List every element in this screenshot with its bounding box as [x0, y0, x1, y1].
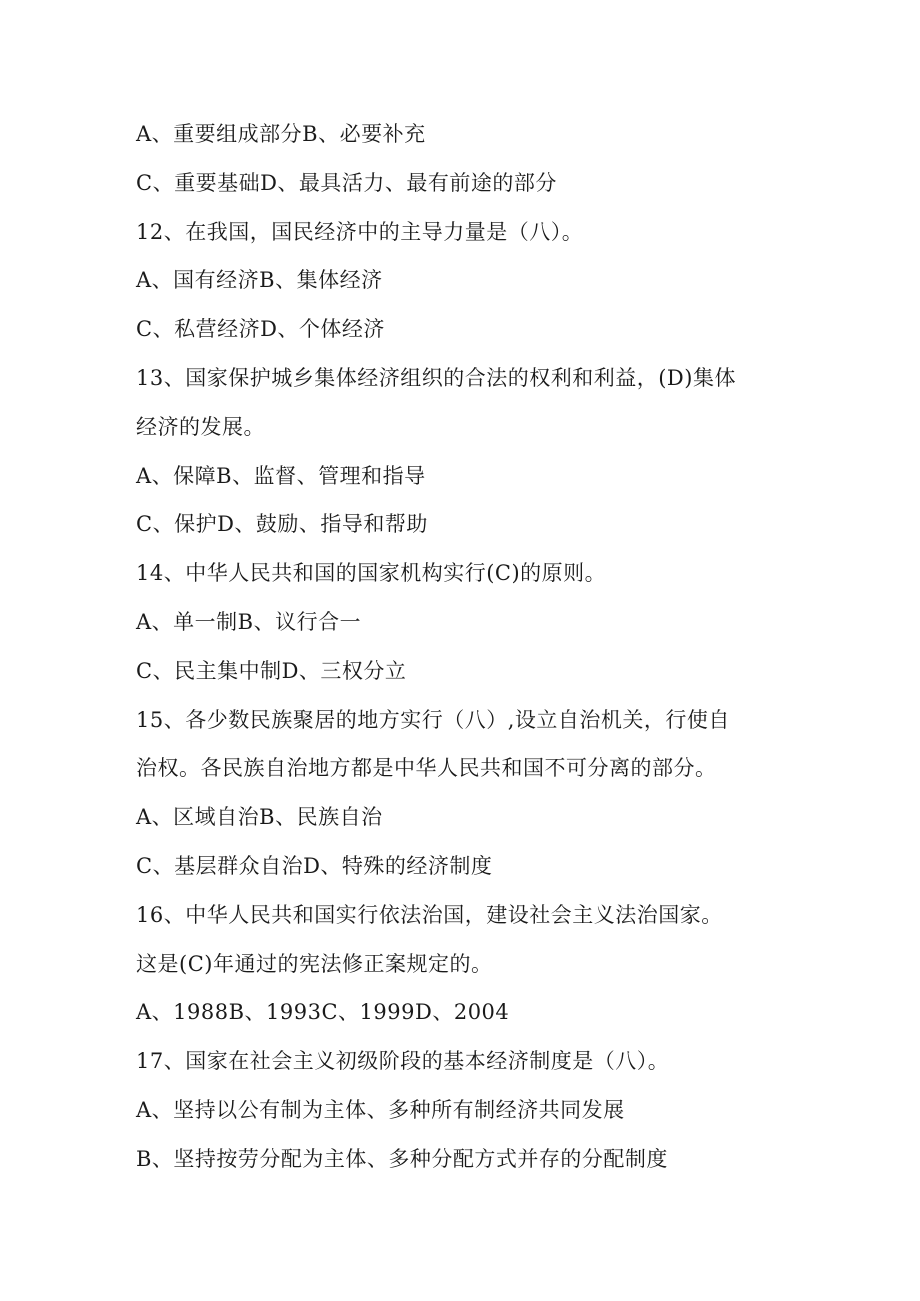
option-line-16-abcd: A、1988B、1993C、1999D、2004 [136, 1000, 510, 1025]
option-line-11-cd: C、重要基础D、最具活力、最有前途的部分 [136, 170, 557, 195]
document-body [136, 110, 786, 1184]
option-line-17-a: A、坚持以公有制为主体、多种所有制经济共同发展 [136, 1097, 625, 1122]
option-line-17-b: B、坚持按劳分配为主体、多种分配方式并存的分配制度 [136, 1146, 668, 1171]
question-12: 12、在我国，国民经济中的主导力量是（八）。 [136, 219, 584, 244]
question-16-part1: 16、中华人民共和国实行依法治国，建设社会主义法治国家。 [136, 902, 723, 927]
question-13-part1: 13、国家保护城乡集体经济组织的合法的权利和利益，(D)集体 [136, 365, 736, 390]
question-15-part1: 15、各少数民族聚居的地方实行（八）,设立自治机关，行使自 [136, 707, 730, 732]
option-line-14-cd: C、民主集中制D、三权分立 [136, 658, 407, 683]
question-16-part2: 这是(C)年通过的宪法修正案规定的。 [136, 951, 493, 976]
question-17: 17、国家在社会主义初级阶段的基本经济制度是（八）。 [136, 1049, 670, 1074]
option-line-15-cd: C、基层群众自治D、特殊的经济制度 [136, 853, 493, 878]
option-line-13-ab: A、保障B、监督、管理和指导 [136, 463, 426, 488]
option-line-12-ab: A、国有经济B、集体经济 [136, 268, 383, 293]
option-line-14-ab: A、单一制B、议行合一 [136, 609, 362, 634]
question-13-part2: 经济的发展。 [136, 414, 265, 439]
question-15-part2: 治权。各民族自治地方都是中华人民共和国不可分离的部分。 [136, 756, 717, 781]
option-line-15-ab: A、区域自治B、民族自治 [136, 805, 383, 830]
option-line-11-ab: A、重要组成部分B、必要补充 [136, 122, 426, 146]
option-line-13-cd: C、保护D、鼓励、指导和帮助 [136, 512, 428, 537]
option-line-12-cd: C、私营经济D、个体经济 [136, 317, 385, 342]
question-14: 14、中华人民共和国的国家机构实行(C)的原则。 [136, 561, 607, 586]
